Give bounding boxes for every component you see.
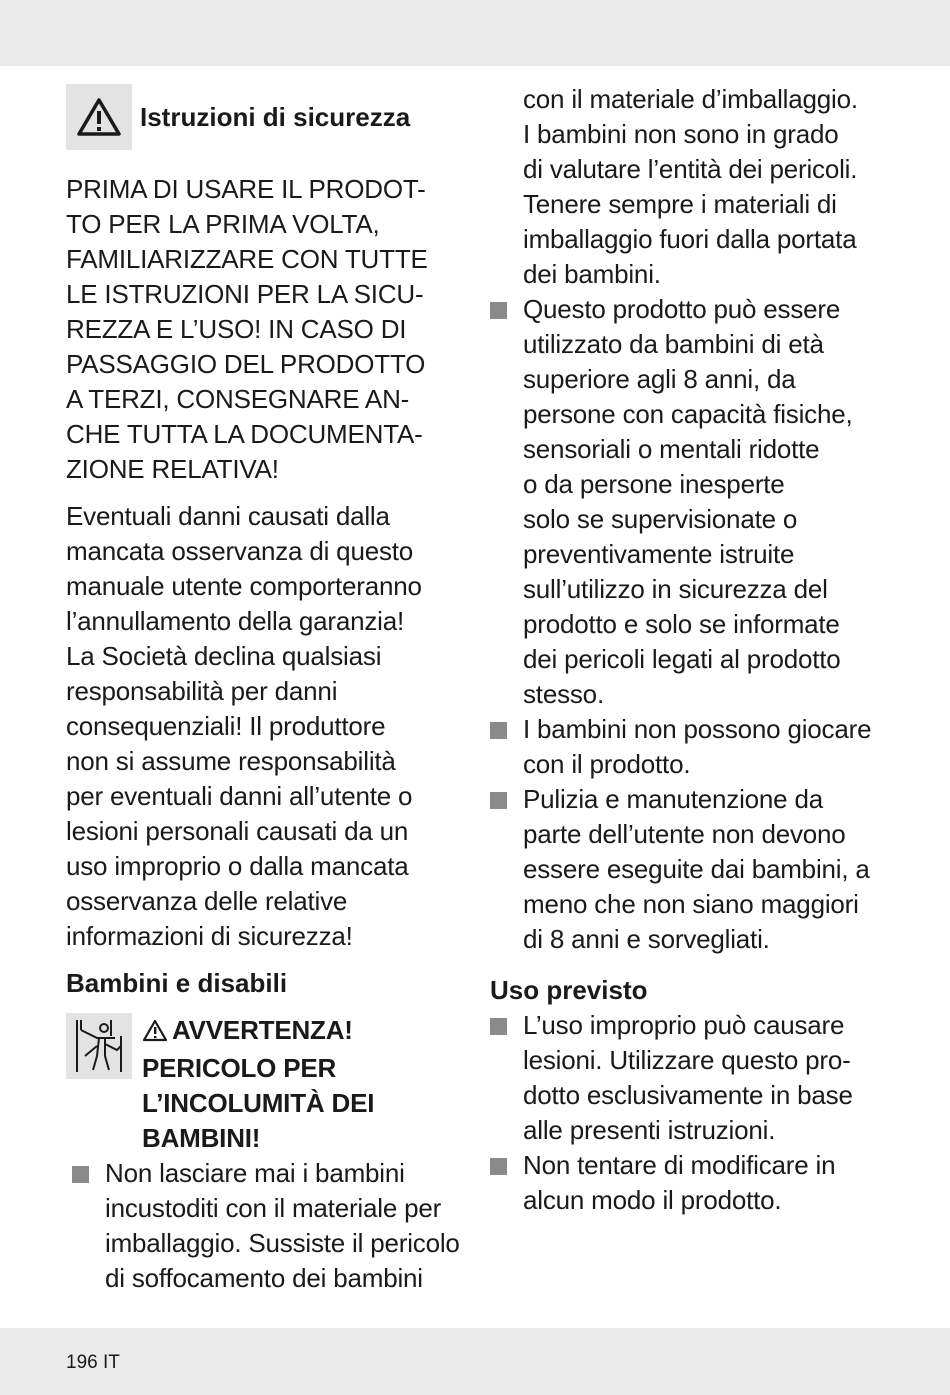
text-line: Non lasciare mai i bambini bbox=[105, 1158, 405, 1188]
child-warning-text bbox=[142, 1013, 374, 1156]
caps-line: REZZA E L’USO! IN CASO DI bbox=[66, 314, 407, 344]
bullet-item bbox=[490, 712, 910, 782]
text-line: lesioni. Utilizzare questo pro- bbox=[523, 1045, 851, 1075]
text-line: consequenziali! Il produttore bbox=[66, 711, 386, 741]
bullet-item bbox=[72, 1156, 466, 1296]
text-line: alle presenti istruzioni. bbox=[523, 1115, 776, 1145]
caps-warning-paragraph bbox=[66, 172, 466, 487]
text-line: sull’utilizzo in sicurezza del bbox=[523, 574, 828, 604]
text-line: mancata osservanza di questo bbox=[66, 536, 414, 566]
bullet-square-icon bbox=[72, 1166, 89, 1183]
safety-header bbox=[66, 82, 466, 152]
text-line: imballaggio fuori dalla portata bbox=[523, 224, 857, 254]
warning-line: L’INCOLUMITÀ DEI bbox=[142, 1088, 375, 1118]
text-line: incustoditi con il materiale per bbox=[105, 1193, 442, 1223]
bullet-item bbox=[490, 1008, 910, 1148]
text-line: osservanza delle relative bbox=[66, 886, 348, 916]
text-line: I bambini non possono giocare bbox=[523, 714, 872, 744]
text-line: Questo prodotto può essere bbox=[523, 294, 841, 324]
text-line: dei pericoli legati al prodotto bbox=[523, 644, 841, 674]
caps-line: CHE TUTTA LA DOCUMENTA- bbox=[66, 419, 423, 449]
text-line: Non tentare di modificare in bbox=[523, 1150, 836, 1180]
caps-line: PASSAGGIO DEL PRODOTTO bbox=[66, 349, 426, 379]
text-line: dei bambini. bbox=[523, 259, 661, 289]
text-line: l’annullamento della garanzia! bbox=[66, 606, 405, 636]
text-line: o da persone inesperte bbox=[523, 469, 785, 499]
intended-use-heading: Uso previsto bbox=[490, 975, 648, 1005]
text-line: di valutare l’entità dei pericoli. bbox=[523, 154, 858, 184]
text-line: con il prodotto. bbox=[523, 749, 691, 779]
bullet-square-icon bbox=[490, 722, 507, 739]
left-column bbox=[66, 82, 466, 1296]
warranty-paragraph bbox=[66, 499, 466, 954]
text-line: parte dell’utente non devono bbox=[523, 819, 846, 849]
text-line: La Società declina qualsiasi bbox=[66, 641, 382, 671]
text-line: superiore agli 8 anni, da bbox=[523, 364, 796, 394]
bullet-square-icon bbox=[490, 1018, 507, 1035]
text-line: informazioni di sicurezza! bbox=[66, 921, 353, 951]
text-line: di soffocamento dei bambini bbox=[105, 1263, 423, 1293]
bullet-square-icon bbox=[490, 302, 507, 319]
text-line: Eventuali danni causati dalla bbox=[66, 501, 390, 531]
warning-line bbox=[142, 1013, 374, 1051]
text-line: L’uso improprio può causare bbox=[523, 1010, 845, 1040]
text-line: con il materiale d’imballaggio. bbox=[523, 84, 858, 114]
warning-triangle-icon bbox=[142, 1016, 168, 1051]
caps-line: ZIONE RELATIVA! bbox=[66, 454, 279, 484]
children-heading: Bambini e disabili bbox=[66, 968, 288, 998]
child-hazard-icon bbox=[66, 1013, 132, 1079]
child-warning-block bbox=[66, 1013, 466, 1156]
caps-line: A TERZI, CONSEGNARE AN- bbox=[66, 384, 410, 414]
text-line: uso improprio o dalla mancata bbox=[66, 851, 409, 881]
text-line: persone con capacità fisiche, bbox=[523, 399, 853, 429]
text-line: essere eseguite dai bambini, a bbox=[523, 854, 870, 884]
text-line: stesso. bbox=[523, 679, 604, 709]
bullet-item bbox=[490, 292, 910, 712]
safety-title: Istruzioni di sicurezza bbox=[140, 101, 411, 132]
text-line: non si assume responsabilità bbox=[66, 746, 396, 776]
text-line: meno che non siano maggiori bbox=[523, 889, 859, 919]
text-line: lesioni personali causati da un bbox=[66, 816, 409, 846]
text-line: Tenere sempre i materiali di bbox=[523, 189, 837, 219]
text-line: utilizzato da bambini di età bbox=[523, 329, 824, 359]
page-number: 196 IT bbox=[66, 1352, 120, 1373]
text-line: dotto esclusivamente in base bbox=[523, 1080, 853, 1110]
header-band bbox=[0, 0, 950, 66]
footer-band bbox=[0, 1328, 950, 1395]
warning-label: AVVERTENZA! bbox=[172, 1015, 353, 1045]
bullet-continuation bbox=[490, 82, 910, 292]
caps-line: PRIMA DI USARE IL PRODOT- bbox=[66, 174, 426, 204]
text-line: alcun modo il prodotto. bbox=[523, 1185, 782, 1215]
text-line: solo se supervisionate o bbox=[523, 504, 798, 534]
bullet-square-icon bbox=[490, 1158, 507, 1175]
text-line: preventivamente istruite bbox=[523, 539, 795, 569]
text-line: imballaggio. Sussiste il pericolo bbox=[105, 1228, 460, 1258]
bullet-square-icon bbox=[490, 792, 507, 809]
warning-line: BAMBINI! bbox=[142, 1123, 261, 1153]
text-line: prodotto e solo se informate bbox=[523, 609, 840, 639]
text-line: Pulizia e manutenzione da bbox=[523, 784, 823, 814]
caps-line: FAMILIARIZZARE CON TUTTE bbox=[66, 244, 428, 274]
text-line: manuale utente comporteranno bbox=[66, 571, 422, 601]
text-line: responsabilità per danni bbox=[66, 676, 338, 706]
bullet-item bbox=[490, 1148, 910, 1218]
caps-line: TO PER LA PRIMA VOLTA, bbox=[66, 209, 380, 239]
warning-triangle-icon bbox=[66, 84, 132, 150]
text-line: di 8 anni e sorvegliati. bbox=[523, 924, 770, 954]
warning-line: PERICOLO PER bbox=[142, 1053, 337, 1083]
caps-line: LE ISTRUZIONI PER LA SICU- bbox=[66, 279, 424, 309]
right-column bbox=[490, 82, 910, 1218]
text-line: per eventuali danni all’utente o bbox=[66, 781, 413, 811]
text-line: sensoriali o mentali ridotte bbox=[523, 434, 820, 464]
text-line: I bambini non sono in grado bbox=[523, 119, 839, 149]
bullet-item bbox=[490, 782, 910, 957]
